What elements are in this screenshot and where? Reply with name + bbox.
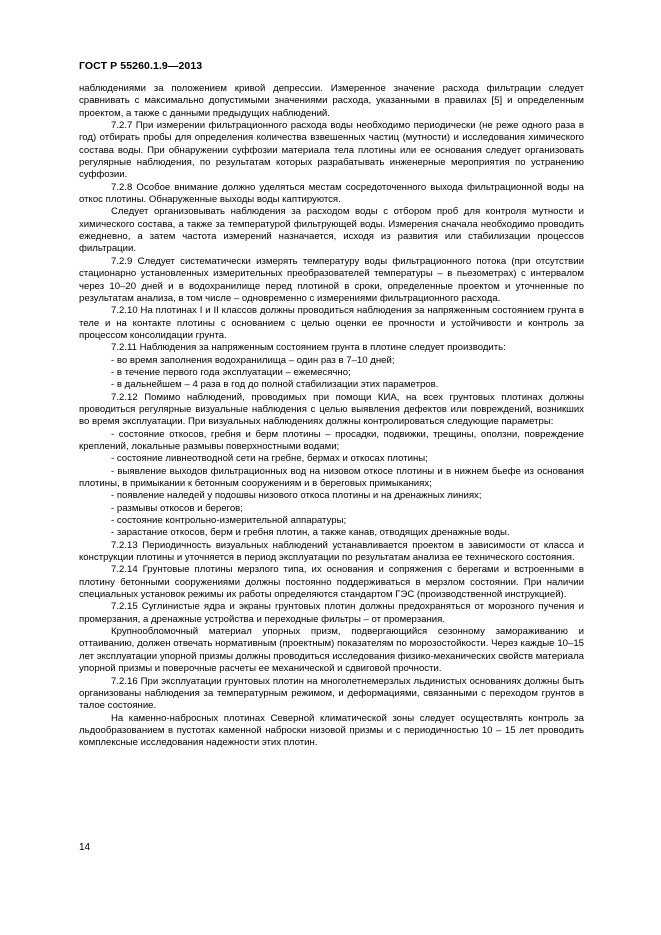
list-item: - состояние ливнеотводной сети на гребне, бермах и откосах плотины;	[111, 453, 428, 465]
paragraph: На каменно-набросных плотинах Северной климатической зоны следует осуществлять контроль за льдообразованием в пустотах каменной наброски низовой призмы и с периодичностью 10 – 15 лет проводить комплексные исследования надежности этих плотин.	[79, 712, 584, 749]
paragraph: 7.2.13 Периодичность визуальных наблюдений устанавливается проектом в зависимости от класса и конструкции плотины и уточняется в период эксплуатации по результатам анализа ее технического состояния.	[79, 539, 584, 564]
document-header: ГОСТ Р 55260.1.9—2013	[79, 60, 203, 72]
paragraph: 7.2.10 На плотинах I и II классов должны проводиться наблюдения за напряженным состоянием грунта в теле и на контакте плотины с основанием с целью оценки ее прочности и устойчивости и контроль за процессом консолидации грунта.	[79, 305, 584, 341]
paragraph: 7.2.14 Грунтовые плотины мерзлого типа, их основания и сопряжения с берегами и встроенными в плотину бетонными сооружениями должны постоянно поддерживаться в мерзлом состоянии. При наличии специальных установок режимы их работы определяются стандартом ГЭС (производственной инструкцией).	[79, 564, 584, 601]
list-item: - зарастание откосов, берм и гребня плотин, а также канав, отводящих дренажные воды.	[111, 527, 510, 539]
list-item: - размывы откосов и берегов;	[111, 502, 243, 514]
paragraph: 7.2.8 Особое внимание должно уделяться местам сосредоточенного выхода фильтрационной воды на откос плотины. Обнаруженные выходы воды каптируются.	[79, 181, 584, 206]
paragraph: 7.2.11 Наблюдения за напряженным состоянием грунта в плотине следует производить:	[111, 342, 506, 354]
paragraph: наблюдениями за положением кривой депрессии. Измеренное значение расхода фильтрации следует сравнивать с максимально допустимыми значениями расхода, указанными в правилах [5] и определенным проектом, а также с данными предыдущих наблюдений.	[79, 83, 584, 119]
paragraph: 7.2.12 Помимо наблюдений, проводимых при помощи КИА, на всех грунтовых плотинах должны проводиться регулярные визуальные наблюдения с целью выявления дефектов или повреждений, возникших во время эксплуатации. При визуальных наблюдениях должны контролироваться следующие параметры:	[79, 391, 584, 428]
paragraph: Крупнообломочный материал упорных призм, подвергающийся сезонному замораживанию и оттаиванию, должен отвечать нормативным (проектным) показателям по морозостойкости. Через каждые 10–15 лет эксплуатации упорной призмы должны проводиться исследования физико-механических свойств материала упорной призмы и поверочные расчеты ее механической и сдвиговой прочности.	[79, 626, 584, 675]
paragraph: 7.2.9 Следует систематически измерять температуру воды фильтрационного потока (при отсутствии стационарно установленных измерительных преобразователей температуры – в пьезометрах) с интервалом через 10–20 дней и в водохранилище перед плотиной в сроки, определенные проектом и уточненные по результатам анализа, в том числе – одновременно с измерениями фильтрационного расхода.	[79, 255, 584, 304]
paragraph: 7.2.7 При измерении фильтрационного расхода воды необходимо периодически (не реже одного раза в год) отбирать пробы для определения количества взвешенных частиц (мутности) и исследования химического состава воды. При обнаружении суффозии материала тела плотины или ее основания следует организовать регулярные наблюдения, по результатам которых разрабатывать инженерные мероприятия по устранению суффозии.	[79, 120, 584, 181]
document-body	[79, 83, 584, 750]
paragraph: Следует организовывать наблюдения за расходом воды с отбором проб для контроля мутности и химического состава, а также за температурой фильтрующей воды. Измерения сначала необходимо проводить ежедневно, а затем частота измерений назначается, исходя из развития или стабилизации процессов фильтрации.	[79, 206, 584, 255]
list-item: - состояние откосов, гребня и берм плотины – просадки, подвижки, трещины, оползни, повреждение креплений, локальные размывы поверхностными водами;	[79, 428, 584, 452]
list-item: - выявление выходов фильтрационных вод на низовом откосе плотины и в нижнем бьефе из основания плотины, в примыкании к бетонным сооружениям и в береговых примыканиях;	[79, 465, 584, 489]
list-item: - во время заполнения водохранилища – один раз в 7–10 дней;	[111, 354, 395, 366]
list-item: - в дальнейшем – 4 раза в год до полной стабилизации этих параметров.	[111, 379, 439, 391]
paragraph: 7.2.15 Суглинистые ядра и экраны грунтовых плотин должны предохраняться от морозного пучения и промерзания, а дренажные устройства и переходные фильтры – от промерзания.	[79, 601, 584, 625]
list-item: - состояние контрольно-измерительной аппаратуры;	[111, 515, 347, 527]
page-number: 14	[79, 842, 91, 853]
paragraph: 7.2.16 При эксплуатации грунтовых плотин на многолетнемерзлых льдинистых основаниях должны быть организованы наблюдения за температурным режимом, и деформациями, связанными с переходом грунтов в талое состояние.	[79, 675, 584, 712]
list-item: - появление наледей у подошвы низового откоса плотины и на дренажных линиях;	[111, 490, 482, 502]
list-item: - в течение первого года эксплуатации – ежемесячно;	[111, 366, 351, 378]
